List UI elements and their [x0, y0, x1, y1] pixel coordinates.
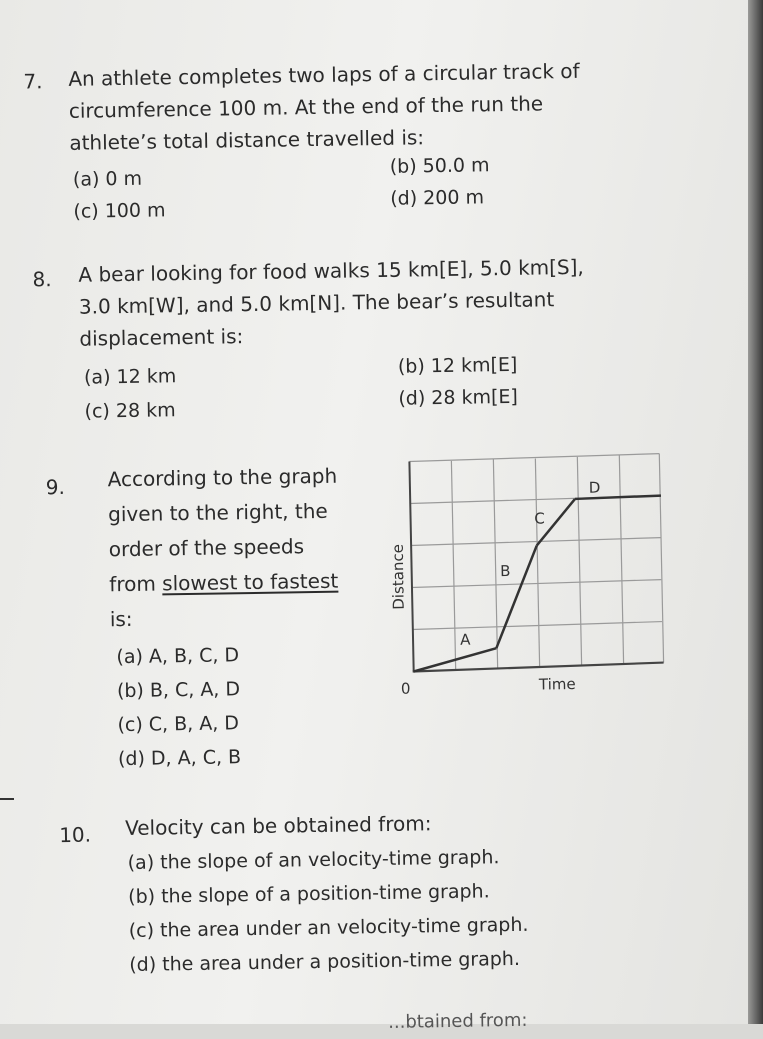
x-axis-label: Time: [538, 674, 576, 694]
question-stem: [68, 55, 581, 159]
option-b: (b) 12 km[E]: [397, 353, 518, 378]
segment-d-label: D: [588, 478, 601, 497]
stem-line: circumference 100 m. At the end of the run the: [68, 91, 544, 123]
stem-line: displacement is:: [79, 324, 244, 351]
question-number: 10.: [59, 822, 92, 848]
option-a: (a) 0 m: [72, 167, 143, 191]
stem-line: A bear looking for food walks 15 km[E], 5.0 km[S],: [78, 254, 585, 287]
question-number: 7.: [23, 69, 43, 94]
stem-line: An athlete completes two laps of a circular track of: [68, 58, 580, 91]
option-a: (a) A, B, C, D: [116, 644, 240, 669]
y-axis: [409, 462, 413, 672]
option-d: (d) the area under a position-time graph.: [129, 947, 521, 976]
x-axis: [413, 663, 664, 672]
segment-d-line: [575, 496, 661, 499]
option-d: (d) 200 m: [390, 186, 485, 210]
option-c: (c) C, B, A, D: [117, 712, 240, 737]
segment-a-label: A: [460, 630, 471, 649]
stem-line: Velocity can be obtained from:: [124, 811, 432, 841]
question-stem: [125, 807, 432, 844]
option-a: (a) the slope of an velocity-time graph.: [127, 846, 500, 875]
question-stem: [78, 251, 585, 355]
question-number: 8.: [32, 267, 52, 292]
margin-mark: [0, 798, 14, 800]
segment-b-label: B: [499, 561, 511, 581]
question-stem: [107, 459, 339, 638]
underlined-phrase: slowest to fastest: [162, 568, 339, 596]
distance-time-graph: [379, 447, 673, 712]
option-a: (a) 12 km: [83, 365, 177, 389]
stem-line: given to the right, the: [108, 498, 328, 527]
y-axis-label: Distance: [388, 543, 408, 610]
option-b: (b) the slope of a position-time graph.: [128, 880, 490, 909]
option-d: (d) D, A, C, B: [117, 746, 242, 771]
option-b: (b) 50.0 m: [389, 154, 490, 178]
option-d: (d) 28 km[E]: [398, 385, 519, 410]
cut-off-text: ...btained from:: [388, 1009, 528, 1033]
graph-grid: [409, 454, 663, 672]
options-list: [116, 638, 241, 776]
options-list: [127, 840, 529, 982]
segment-c-label: C: [534, 509, 545, 528]
stem-line: order of the speeds: [108, 534, 305, 562]
stem-line: According to the graph: [107, 463, 338, 492]
option-c: (c) 28 km: [84, 399, 176, 423]
stem-line: [109, 564, 339, 603]
option-c: (c) 100 m: [73, 199, 166, 223]
question-number: 9.: [45, 474, 66, 500]
stem-text: from: [109, 571, 163, 597]
stem-line: 3.0 km[W], and 5.0 km[N]. The bear’s resultant: [78, 287, 555, 319]
segment-b-line: [495, 546, 539, 649]
option-c: (c) the area under an velocity-time graph.: [128, 913, 529, 942]
stem-line: is:: [109, 606, 133, 632]
option-b: (b) B, C, A, D: [116, 678, 241, 703]
stem-line: athlete’s total distance travelled is:: [69, 125, 425, 155]
origin-label: 0: [400, 679, 411, 698]
